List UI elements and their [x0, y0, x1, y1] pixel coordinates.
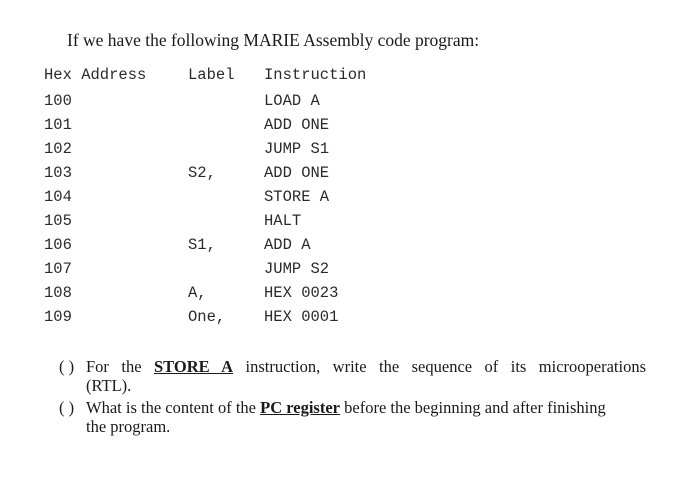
- cell-address: 107: [44, 260, 72, 278]
- question-emphasis: PC register: [260, 398, 340, 417]
- code-row: [0, 236, 700, 260]
- cell-instruction: HEX 0001: [264, 308, 339, 326]
- header-label: Label: [188, 66, 235, 84]
- cell-address: 102: [44, 140, 72, 158]
- question-suffix: before the beginning and after finishing: [344, 398, 606, 417]
- cell-label: S1,: [188, 236, 216, 254]
- cell-instruction: JUMP S1: [264, 140, 330, 158]
- cell-address: 108: [44, 284, 72, 302]
- code-row: [0, 260, 700, 284]
- question-prefix: What is the content of the: [86, 398, 256, 417]
- cell-instruction: LOAD A: [264, 92, 320, 110]
- cell-address: 103: [44, 164, 72, 182]
- cell-instruction: HALT: [264, 212, 302, 230]
- question-line-2: the program.: [86, 417, 171, 436]
- cell-instruction: HEX 0023: [264, 284, 339, 302]
- code-row: [0, 284, 700, 308]
- code-row: [0, 140, 700, 164]
- cell-instruction: ADD ONE: [264, 164, 330, 182]
- code-row: [0, 212, 700, 236]
- header-instruction: Instruction: [264, 66, 367, 84]
- question-line: [86, 398, 646, 417]
- cell-address: 104: [44, 188, 72, 206]
- cell-address: 101: [44, 116, 72, 134]
- cell-address: 105: [44, 212, 72, 230]
- question-store-a: [59, 357, 649, 397]
- cell-address: 100: [44, 92, 72, 110]
- question-pc-register: [59, 398, 649, 438]
- question-marker: ( ): [59, 398, 75, 417]
- question-emphasis: STORE A: [153, 357, 234, 376]
- question-marker: ( ): [59, 357, 75, 376]
- code-row: [0, 116, 700, 140]
- code-row: [0, 92, 700, 116]
- cell-label: A,: [188, 284, 207, 302]
- question-line: [86, 357, 646, 376]
- cell-instruction: ADD ONE: [264, 116, 330, 134]
- cell-address: 106: [44, 236, 72, 254]
- cell-address: 109: [44, 308, 72, 326]
- cell-instruction: STORE A: [264, 188, 330, 206]
- code-row: [0, 308, 700, 332]
- cell-instruction: JUMP S2: [264, 260, 330, 278]
- code-row: [0, 164, 700, 188]
- question-suffix: instruction, write the sequence of its microoperations: [245, 357, 646, 376]
- cell-instruction: ADD A: [264, 236, 311, 254]
- header-hex-address: Hex Address: [44, 66, 147, 84]
- problem-intro: If we have the following MARIE Assembly code program:: [67, 30, 480, 50]
- question-prefix: For the: [86, 357, 142, 376]
- cell-label: One,: [188, 308, 226, 326]
- question-line-2: (RTL).: [86, 376, 132, 395]
- code-row: [0, 188, 700, 212]
- cell-label: S2,: [188, 164, 216, 182]
